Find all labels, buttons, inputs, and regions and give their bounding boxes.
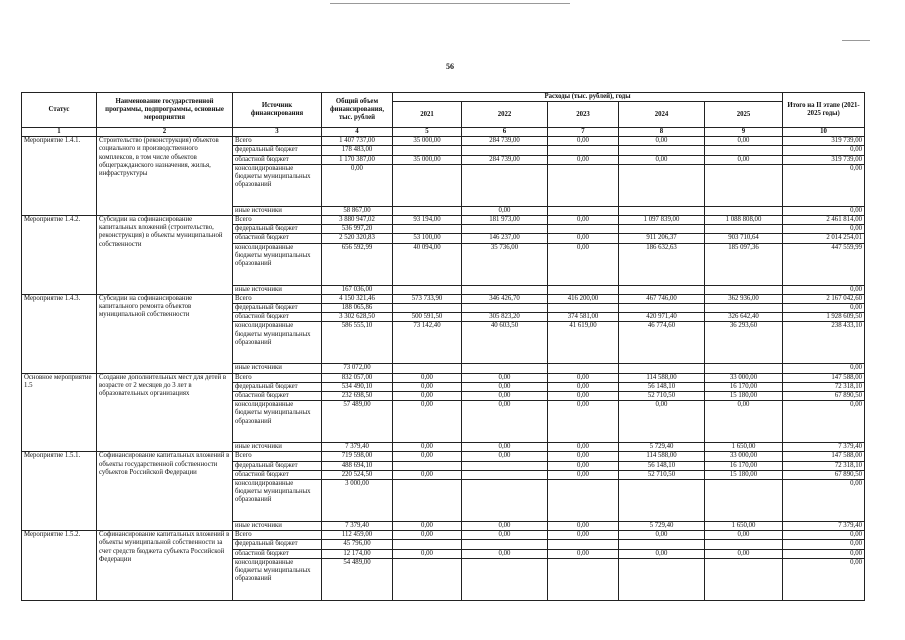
year-2022-value: 0,00 bbox=[462, 443, 548, 452]
year-2024-value bbox=[619, 364, 705, 373]
year-2024-value: 0,00 bbox=[619, 137, 705, 146]
stage-total-value: 2 461 814,00 bbox=[783, 216, 865, 225]
year-2022-value bbox=[462, 146, 548, 155]
year-2021-value: 0,00 bbox=[393, 522, 462, 531]
total-value: 2 520 320,83 bbox=[322, 234, 393, 243]
year-2024-value bbox=[619, 164, 705, 206]
year-2022-value: 284 739,00 bbox=[462, 155, 548, 164]
year-2024-value: 0,00 bbox=[619, 549, 705, 558]
stage-total-value: 0,00 bbox=[783, 531, 865, 540]
total-value: 3 000,00 bbox=[322, 480, 393, 522]
funding-source: иные источники bbox=[233, 522, 322, 531]
year-2025-value: 1 088 808,00 bbox=[705, 216, 783, 225]
year-2023-value bbox=[548, 540, 619, 549]
total-value: 54 489,00 bbox=[322, 558, 393, 600]
stage-total-value: 319 739,00 bbox=[783, 155, 865, 164]
year-2021-value: 35 000,00 bbox=[393, 137, 462, 146]
column-number: 8 bbox=[619, 128, 705, 137]
year-2025-value: 16 170,00 bbox=[705, 382, 783, 391]
year-2025-value: 36 293,60 bbox=[705, 322, 783, 364]
year-2021-value bbox=[393, 558, 462, 600]
funding-source: Всего bbox=[233, 216, 322, 225]
year-2023-value: 0,00 bbox=[548, 522, 619, 531]
scan-artifact-top bbox=[330, 3, 570, 4]
year-2022-value: 146 237,00 bbox=[462, 234, 548, 243]
funding-source: консолидированные бюджеты муниципальных образований bbox=[233, 164, 322, 206]
year-2025-value bbox=[705, 285, 783, 294]
year-2024-value bbox=[619, 146, 705, 155]
year-2022-value: 181 973,00 bbox=[462, 216, 548, 225]
year-2023-value: 0,00 bbox=[548, 392, 619, 401]
year-2023-value: 0,00 bbox=[548, 155, 619, 164]
header-total: Общий объем финансирования, тыс. рублей bbox=[322, 93, 393, 128]
funding-source: областной бюджет bbox=[233, 470, 322, 479]
year-2021-value bbox=[393, 225, 462, 234]
year-2023-value: 0,00 bbox=[548, 243, 619, 285]
year-2024-value: 467 746,00 bbox=[619, 294, 705, 303]
funding-source: Всего bbox=[233, 531, 322, 540]
year-2021-value: 35 000,00 bbox=[393, 155, 462, 164]
funding-source: Всего bbox=[233, 373, 322, 382]
year-2025-value: 1 650,00 bbox=[705, 443, 783, 452]
table-header bbox=[22, 93, 865, 137]
year-2025-value bbox=[705, 164, 783, 206]
year-2024-value: 0,00 bbox=[619, 531, 705, 540]
column-number: 10 bbox=[783, 128, 865, 137]
year-2024-value: 420 971,40 bbox=[619, 313, 705, 322]
year-2023-value: 41 619,00 bbox=[548, 322, 619, 364]
total-value: 3 880 947,02 bbox=[322, 216, 393, 225]
year-2022-value: 0,00 bbox=[462, 373, 548, 382]
year-2024-value: 5 729,40 bbox=[619, 443, 705, 452]
year-2021-value: 0,00 bbox=[393, 452, 462, 461]
year-2021-value: 0,00 bbox=[393, 392, 462, 401]
year-2025-value: 185 097,36 bbox=[705, 243, 783, 285]
year-2023-value: 0,00 bbox=[548, 137, 619, 146]
year-2021-value: 40 094,00 bbox=[393, 243, 462, 285]
funding-source: областной бюджет bbox=[233, 234, 322, 243]
funding-source: консолидированные бюджеты муниципальных образований bbox=[233, 243, 322, 285]
stage-total-value: 0,00 bbox=[783, 401, 865, 443]
stage-total-value: 0,00 bbox=[783, 285, 865, 294]
year-2024-value bbox=[619, 540, 705, 549]
year-2023-value bbox=[548, 480, 619, 522]
year-2023-value: 0,00 bbox=[548, 531, 619, 540]
funding-source: консолидированные бюджеты муниципальных образований bbox=[233, 480, 322, 522]
funding-source: консолидированные бюджеты муниципальных образований bbox=[233, 401, 322, 443]
table-row bbox=[22, 137, 865, 146]
year-2024-value: 186 632,63 bbox=[619, 243, 705, 285]
year-2022-value bbox=[462, 304, 548, 313]
year-2024-value: 911 206,37 bbox=[619, 234, 705, 243]
year-2025-value: 33 000,00 bbox=[705, 452, 783, 461]
year-2021-value bbox=[393, 480, 462, 522]
row-activity-name: Строительство (реконструкция) объектов социального и производственного комплексов, в том числе объектов общегражданского назначения, жилья, инфраструктуры bbox=[97, 137, 233, 216]
year-2025-value bbox=[705, 206, 783, 215]
funding-source: консолидированные бюджеты муниципальных образований bbox=[233, 558, 322, 600]
year-2021-value: 500 591,50 bbox=[393, 313, 462, 322]
year-2021-value bbox=[393, 146, 462, 155]
funding-source: иные источники bbox=[233, 364, 322, 373]
funding-source: консолидированные бюджеты муниципальных образований bbox=[233, 322, 322, 364]
year-2025-value: 1 650,00 bbox=[705, 522, 783, 531]
year-2022-value: 0,00 bbox=[462, 401, 548, 443]
header-year: 2024 bbox=[619, 102, 705, 128]
year-2023-value bbox=[548, 285, 619, 294]
funding-source: федеральный бюджет bbox=[233, 461, 322, 470]
year-2025-value bbox=[705, 304, 783, 313]
row-activity-name: Субсидии на софинансирование капитального ремонта объектов муниципальной собственности bbox=[97, 294, 233, 373]
year-2021-value bbox=[393, 164, 462, 206]
funding-source: областной бюджет bbox=[233, 549, 322, 558]
year-2023-value: 416 200,00 bbox=[548, 294, 619, 303]
year-2021-value: 0,00 bbox=[393, 373, 462, 382]
year-2022-value: 284 739,00 bbox=[462, 137, 548, 146]
scan-artifact-right bbox=[842, 40, 870, 41]
stage-total-value: 147 588,00 bbox=[783, 373, 865, 382]
year-2025-value bbox=[705, 225, 783, 234]
stage-total-value: 0,00 bbox=[783, 558, 865, 600]
total-value: 488 694,10 bbox=[322, 461, 393, 470]
total-value: 7 379,40 bbox=[322, 443, 393, 452]
stage-total-value: 0,00 bbox=[783, 304, 865, 313]
table-row bbox=[22, 216, 865, 225]
year-2025-value: 33 000,00 bbox=[705, 373, 783, 382]
total-value: 1 170 387,00 bbox=[322, 155, 393, 164]
year-2021-value: 93 194,00 bbox=[393, 216, 462, 225]
year-2022-value: 40 603,50 bbox=[462, 322, 548, 364]
stage-total-value: 1 928 609,50 bbox=[783, 313, 865, 322]
year-2021-value: 0,00 bbox=[393, 401, 462, 443]
funding-source: федеральный бюджет bbox=[233, 304, 322, 313]
total-value: 12 174,00 bbox=[322, 549, 393, 558]
year-2025-value bbox=[705, 146, 783, 155]
stage-total-value: 2 014 254,01 bbox=[783, 234, 865, 243]
year-2024-value: 114 588,00 bbox=[619, 373, 705, 382]
year-2022-value: 0,00 bbox=[462, 382, 548, 391]
stage-total-value: 0,00 bbox=[783, 480, 865, 522]
stage-total-value: 0,00 bbox=[783, 549, 865, 558]
year-2021-value bbox=[393, 206, 462, 215]
column-number: 6 bbox=[462, 128, 548, 137]
year-2022-value: 0,00 bbox=[462, 531, 548, 540]
column-number: 2 bbox=[97, 128, 233, 137]
year-2023-value: 0,00 bbox=[548, 382, 619, 391]
year-2023-value: 0,00 bbox=[548, 216, 619, 225]
year-2023-value: 374 581,00 bbox=[548, 313, 619, 322]
stage-total-value: 319 739,00 bbox=[783, 137, 865, 146]
year-2022-value: 0,00 bbox=[462, 549, 548, 558]
funding-source: Всего bbox=[233, 137, 322, 146]
year-2023-value bbox=[548, 364, 619, 373]
year-2025-value: 15 180,00 bbox=[705, 392, 783, 401]
stage-total-value: 0,00 bbox=[783, 225, 865, 234]
year-2025-value bbox=[705, 480, 783, 522]
year-2025-value bbox=[705, 540, 783, 549]
row-activity-name: Субсидии на софинансирование капитальных вложений (строительство, реконструкция) в объекты муниципальной собственности bbox=[97, 216, 233, 295]
year-2025-value bbox=[705, 558, 783, 600]
header-year: 2022 bbox=[462, 102, 548, 128]
stage-total-value: 0,00 bbox=[783, 164, 865, 206]
year-2022-value bbox=[462, 558, 548, 600]
year-2021-value bbox=[393, 540, 462, 549]
year-2024-value bbox=[619, 304, 705, 313]
year-2025-value bbox=[705, 364, 783, 373]
funding-source: федеральный бюджет bbox=[233, 225, 322, 234]
row-status: Мероприятие 1.4.2. bbox=[22, 216, 97, 295]
row-status: Мероприятие 1.5.1. bbox=[22, 452, 97, 531]
stage-total-value: 0,00 bbox=[783, 146, 865, 155]
row-status: Мероприятие 1.4.3. bbox=[22, 294, 97, 373]
year-2023-value bbox=[548, 304, 619, 313]
funding-source: областной бюджет bbox=[233, 392, 322, 401]
year-2022-value bbox=[462, 164, 548, 206]
year-2023-value: 0,00 bbox=[548, 234, 619, 243]
year-2021-value: 0,00 bbox=[393, 531, 462, 540]
stage-total-value: 147 588,00 bbox=[783, 452, 865, 461]
year-2022-value bbox=[462, 470, 548, 479]
header-year: 2023 bbox=[548, 102, 619, 128]
total-value: 167 036,00 bbox=[322, 285, 393, 294]
year-2025-value: 16 170,00 bbox=[705, 461, 783, 470]
year-2025-value: 15 180,00 bbox=[705, 470, 783, 479]
year-2021-value: 573 733,90 bbox=[393, 294, 462, 303]
total-value: 112 459,00 bbox=[322, 531, 393, 540]
year-2025-value: 903 710,64 bbox=[705, 234, 783, 243]
stage-total-value: 67 890,50 bbox=[783, 470, 865, 479]
year-2023-value bbox=[548, 206, 619, 215]
total-value: 178 483,00 bbox=[322, 146, 393, 155]
year-2023-value bbox=[548, 558, 619, 600]
year-2021-value: 0,00 bbox=[393, 470, 462, 479]
stage-total-value: 7 379,40 bbox=[783, 443, 865, 452]
year-2024-value bbox=[619, 285, 705, 294]
funding-source: Всего bbox=[233, 452, 322, 461]
year-2021-value bbox=[393, 285, 462, 294]
year-2021-value: 0,00 bbox=[393, 382, 462, 391]
header-year: 2021 bbox=[393, 102, 462, 128]
header-stage-total: Итого на II этапе (2021-2025 годы) bbox=[783, 93, 865, 128]
stage-total-value: 7 379,40 bbox=[783, 522, 865, 531]
row-status: Основное мероприятие 1.5 bbox=[22, 373, 97, 452]
year-2022-value bbox=[462, 225, 548, 234]
column-number: 9 bbox=[705, 128, 783, 137]
stage-total-value: 0,00 bbox=[783, 364, 865, 373]
header-source: Источник финансирования bbox=[233, 93, 322, 128]
column-number: 5 bbox=[393, 128, 462, 137]
total-value: 1 407 737,00 bbox=[322, 137, 393, 146]
stage-total-value: 0,00 bbox=[783, 540, 865, 549]
total-value: 45 796,00 bbox=[322, 540, 393, 549]
year-2025-value: 0,00 bbox=[705, 531, 783, 540]
table-body bbox=[22, 137, 865, 601]
year-2022-value: 0,00 bbox=[462, 452, 548, 461]
total-value: 57 489,00 bbox=[322, 401, 393, 443]
total-value: 232 698,50 bbox=[322, 392, 393, 401]
year-2023-value bbox=[548, 225, 619, 234]
year-2021-value: 73 142,40 bbox=[393, 322, 462, 364]
year-2022-value: 0,00 bbox=[462, 206, 548, 215]
year-2024-value bbox=[619, 558, 705, 600]
total-value: 586 555,10 bbox=[322, 322, 393, 364]
year-2023-value: 0,00 bbox=[548, 452, 619, 461]
column-number: 1 bbox=[22, 128, 97, 137]
year-2023-value: 0,00 bbox=[548, 443, 619, 452]
year-2025-value: 326 642,40 bbox=[705, 313, 783, 322]
total-value: 7 379,40 bbox=[322, 522, 393, 531]
funding-source: федеральный бюджет bbox=[233, 146, 322, 155]
year-2024-value: 52 710,50 bbox=[619, 392, 705, 401]
total-value: 188 065,86 bbox=[322, 304, 393, 313]
year-2021-value: 0,00 bbox=[393, 443, 462, 452]
funding-source: федеральный бюджет bbox=[233, 382, 322, 391]
total-value: 4 150 321,46 bbox=[322, 294, 393, 303]
year-2023-value: 0,00 bbox=[548, 470, 619, 479]
year-2024-value: 1 097 839,00 bbox=[619, 216, 705, 225]
year-2024-value bbox=[619, 225, 705, 234]
total-value: 58 867,00 bbox=[322, 206, 393, 215]
year-2022-value: 305 823,20 bbox=[462, 313, 548, 322]
column-number: 7 bbox=[548, 128, 619, 137]
funding-source: иные источники bbox=[233, 285, 322, 294]
year-2022-value bbox=[462, 364, 548, 373]
row-status: Мероприятие 1.5.2. bbox=[22, 531, 97, 601]
total-value: 536 997,20 bbox=[322, 225, 393, 234]
year-2021-value: 53 100,00 bbox=[393, 234, 462, 243]
column-number: 3 bbox=[233, 128, 322, 137]
row-activity-name: Софинансирование капитальных вложений в объекты муниципальной собственности за счет средств бюджета субъекта Российской Федерации bbox=[97, 531, 233, 601]
year-2024-value bbox=[619, 480, 705, 522]
year-2022-value: 0,00 bbox=[462, 522, 548, 531]
year-2023-value bbox=[548, 146, 619, 155]
table-row bbox=[22, 531, 865, 540]
year-2023-value: 0,00 bbox=[548, 549, 619, 558]
year-2025-value: 0,00 bbox=[705, 137, 783, 146]
year-2025-value: 0,00 bbox=[705, 549, 783, 558]
year-2022-value: 0,00 bbox=[462, 392, 548, 401]
total-value: 832 057,00 bbox=[322, 373, 393, 382]
stage-total-value: 238 433,10 bbox=[783, 322, 865, 364]
row-activity-name: Создание дополнительных мест для детей в возрасте от 2 месяцев до 3 лет в образовательных организациях bbox=[97, 373, 233, 452]
year-2024-value: 56 148,10 bbox=[619, 461, 705, 470]
stage-total-value: 2 167 042,60 bbox=[783, 294, 865, 303]
column-number-row bbox=[22, 128, 865, 137]
stage-total-value: 72 318,10 bbox=[783, 461, 865, 470]
funding-source: областной бюджет bbox=[233, 155, 322, 164]
total-value: 0,00 bbox=[322, 164, 393, 206]
header-expenses: Расходы (тыс. рублей), годы bbox=[393, 93, 783, 102]
year-2023-value: 0,00 bbox=[548, 373, 619, 382]
funding-source: областной бюджет bbox=[233, 313, 322, 322]
year-2022-value bbox=[462, 540, 548, 549]
total-value: 719 598,00 bbox=[322, 452, 393, 461]
year-2025-value: 0,00 bbox=[705, 401, 783, 443]
funding-source: иные источники bbox=[233, 443, 322, 452]
header-year: 2025 bbox=[705, 102, 783, 128]
funding-source: иные источники bbox=[233, 206, 322, 215]
stage-total-value: 447 559,99 bbox=[783, 243, 865, 285]
table-row bbox=[22, 373, 865, 382]
budget-table bbox=[21, 92, 865, 601]
stage-total-value: 0,00 bbox=[783, 206, 865, 215]
header-name: Наименование государственной программы, подпрограммы, основные мероприятия bbox=[97, 93, 233, 128]
funding-source: федеральный бюджет bbox=[233, 540, 322, 549]
stage-total-value: 72 318,10 bbox=[783, 382, 865, 391]
row-status: Мероприятие 1.4.1. bbox=[22, 137, 97, 216]
year-2024-value: 0,00 bbox=[619, 155, 705, 164]
year-2022-value: 346 426,70 bbox=[462, 294, 548, 303]
column-number: 4 bbox=[322, 128, 393, 137]
header-status: Статус bbox=[22, 93, 97, 128]
year-2022-value bbox=[462, 461, 548, 470]
year-2022-value: 35 736,00 bbox=[462, 243, 548, 285]
total-value: 3 302 628,50 bbox=[322, 313, 393, 322]
year-2024-value: 52 710,50 bbox=[619, 470, 705, 479]
funding-source: Всего bbox=[233, 294, 322, 303]
total-value: 534 490,10 bbox=[322, 382, 393, 391]
total-value: 220 524,50 bbox=[322, 470, 393, 479]
year-2022-value bbox=[462, 285, 548, 294]
year-2021-value bbox=[393, 304, 462, 313]
table-row bbox=[22, 294, 865, 303]
year-2024-value: 114 588,00 bbox=[619, 452, 705, 461]
total-value: 656 592,99 bbox=[322, 243, 393, 285]
year-2024-value: 5 729,40 bbox=[619, 522, 705, 531]
year-2024-value: 0,00 bbox=[619, 401, 705, 443]
year-2021-value bbox=[393, 461, 462, 470]
year-2022-value bbox=[462, 480, 548, 522]
year-2025-value: 362 936,00 bbox=[705, 294, 783, 303]
total-value: 73 072,00 bbox=[322, 364, 393, 373]
table-row bbox=[22, 452, 865, 461]
year-2021-value: 0,00 bbox=[393, 549, 462, 558]
row-activity-name: Софинансирование капитальных вложений в объекты государственной собственности субъектов Российской Федерации bbox=[97, 452, 233, 531]
year-2025-value: 0,00 bbox=[705, 155, 783, 164]
year-2023-value: 0,00 bbox=[548, 461, 619, 470]
year-2021-value bbox=[393, 364, 462, 373]
year-2024-value: 46 774,60 bbox=[619, 322, 705, 364]
page-number: 56 bbox=[446, 62, 454, 71]
year-2023-value: 0,00 bbox=[548, 401, 619, 443]
stage-total-value: 67 890,50 bbox=[783, 392, 865, 401]
year-2024-value bbox=[619, 206, 705, 215]
year-2024-value: 56 148,10 bbox=[619, 382, 705, 391]
year-2023-value bbox=[548, 164, 619, 206]
